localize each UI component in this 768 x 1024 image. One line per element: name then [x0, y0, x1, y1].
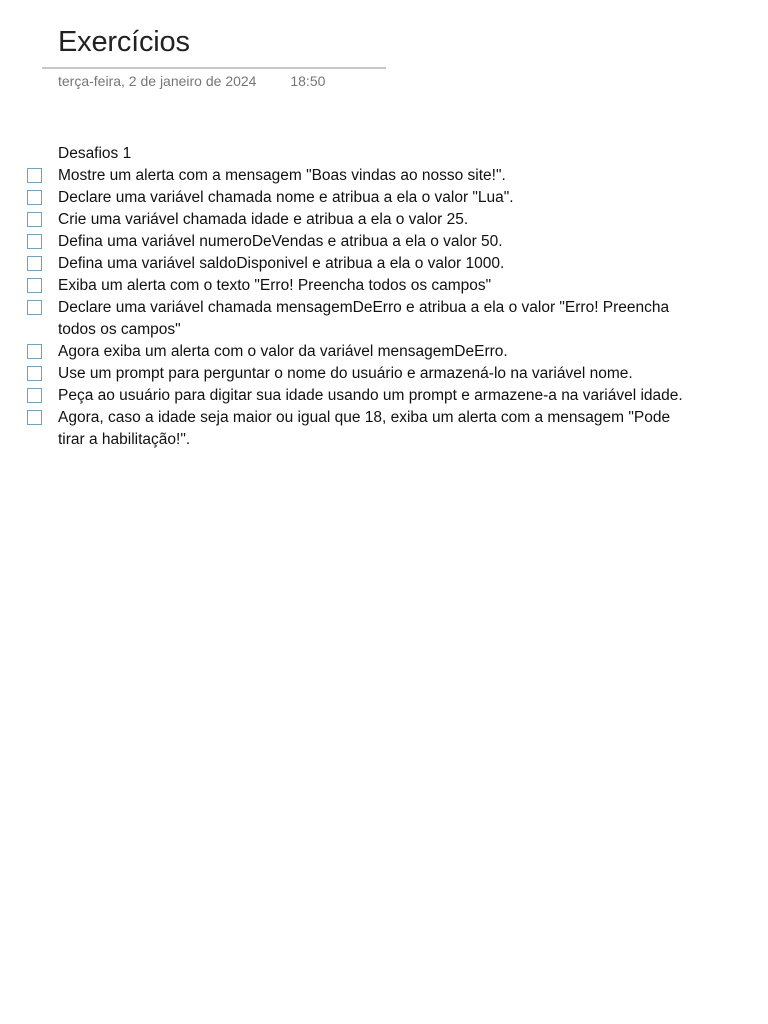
task-text: Agora exiba um alerta com o valor da variável mensagemDeErro. [58, 343, 508, 360]
task-text: Use um prompt para perguntar o nome do usuário e armazená-lo na variável nome. [58, 365, 633, 382]
task-list [0, 165, 768, 451]
section-heading: Desafios 1 [58, 145, 132, 162]
page-meta [58, 73, 325, 89]
task-item [0, 363, 768, 385]
page-time: 18:50 [290, 73, 326, 89]
title-divider [42, 67, 386, 69]
task-item [0, 231, 768, 253]
task-text: Declare uma variável chamada nome e atribua a ela o valor "Lua". [58, 189, 514, 206]
task-checkbox[interactable] [27, 366, 42, 381]
task-checkbox[interactable] [27, 300, 42, 315]
task-checkbox[interactable] [27, 410, 42, 425]
task-checkbox[interactable] [27, 344, 42, 359]
task-item [0, 341, 768, 363]
task-checkbox[interactable] [27, 168, 42, 183]
task-item [0, 275, 768, 297]
task-item [0, 253, 768, 275]
task-text: Crie uma variável chamada idade e atribua a ela o valor 25. [58, 211, 469, 228]
task-checkbox[interactable] [27, 234, 42, 249]
page-date: terça-feira, 2 de janeiro de 2024 [58, 73, 257, 89]
task-item [0, 407, 768, 451]
task-item [0, 385, 768, 407]
task-item [0, 297, 768, 341]
task-item [0, 165, 768, 187]
task-checkbox[interactable] [27, 278, 42, 293]
task-text: Agora, caso a idade seja maior ou igual que 18, exiba um alerta com a mensagem "Pode tirar a habilitação!". [58, 409, 671, 448]
task-text: Defina uma variável saldoDisponivel e atribua a ela o valor 1000. [58, 255, 505, 272]
task-text: Exiba um alerta com o texto "Erro! Preencha todos os campos" [58, 277, 492, 294]
task-text: Defina uma variável numeroDeVendas e atribua a ela o valor 50. [58, 233, 503, 250]
task-item [0, 187, 768, 209]
task-text: Declare uma variável chamada mensagemDeErro e atribua a ela o valor "Erro! Preencha todos os campos" [58, 299, 670, 338]
task-checkbox[interactable] [27, 190, 42, 205]
task-text: Mostre um alerta com a mensagem "Boas vindas ao nosso site!". [58, 167, 506, 184]
task-checkbox[interactable] [27, 256, 42, 271]
task-checkbox[interactable] [27, 388, 42, 403]
task-text: Peça ao usuário para digitar sua idade usando um prompt e armazene-a na variável idade. [58, 387, 683, 404]
note-content [0, 143, 768, 451]
page-title: Exercícios [58, 26, 190, 58]
task-item [0, 209, 768, 231]
task-checkbox[interactable] [27, 212, 42, 227]
